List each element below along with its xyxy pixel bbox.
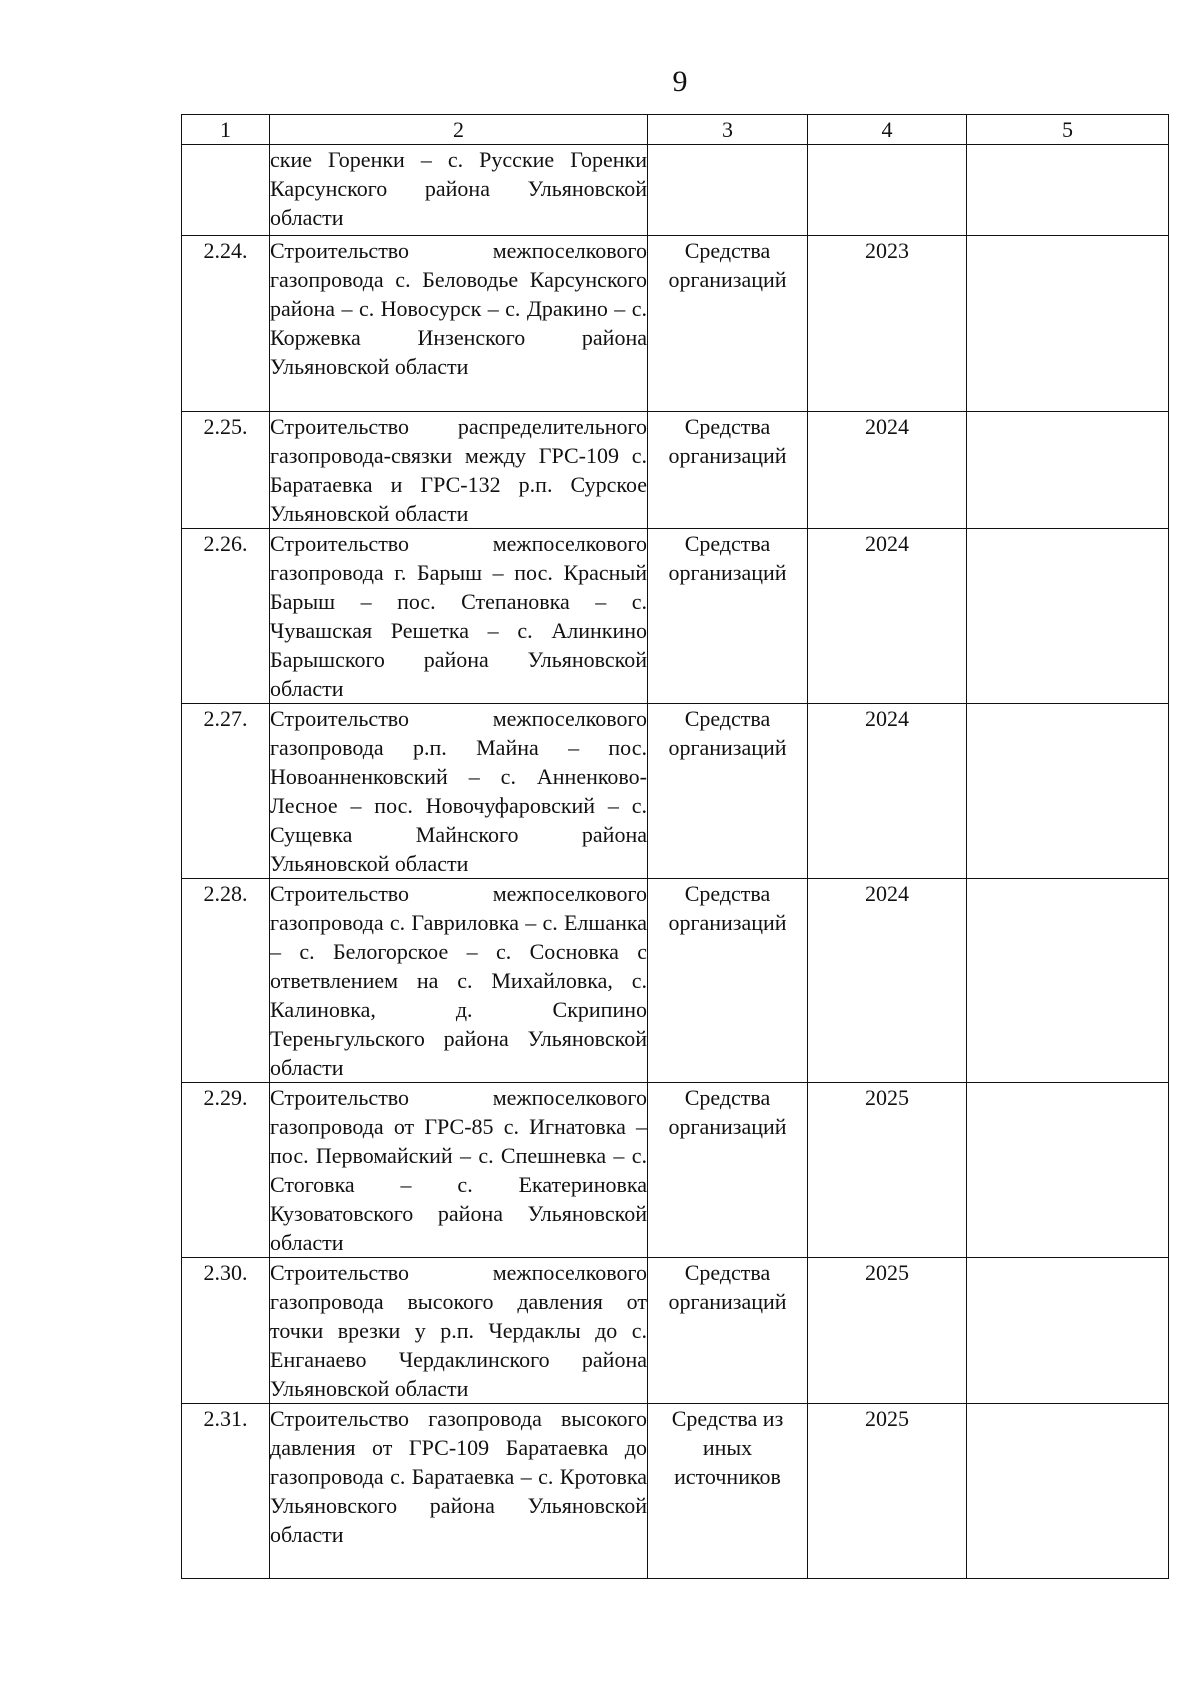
table-row [182, 1083, 1169, 1258]
row-note [967, 1404, 1169, 1579]
row-funding-source: Средства из иных источников [648, 1404, 808, 1579]
table-row [182, 704, 1169, 879]
row-year: 2025 [808, 1258, 967, 1404]
row-description: Строительство межпоселкового газопровода от ГРС-85 с. Игнатовка – пос. Первомайский – с. Спешневка – с. Стоговка – с. Екатериновка Кузоватовского района Ульяновской области [270, 1083, 648, 1258]
row-note [967, 1083, 1169, 1258]
table-row [182, 1404, 1169, 1579]
row-number: 2.31. [182, 1404, 270, 1579]
row-number: 2.29. [182, 1083, 270, 1258]
row-number: 2.26. [182, 529, 270, 704]
row-description: Строительство межпоселкового газопровода г. Барыш – пос. Красный Барыш – пос. Степановка – с. Чувашская Решетка – с. Алинкино Барышского района Ульяновской области [270, 529, 648, 704]
row-description: Строительство межпоселкового газопровода р.п. Майна – пос. Новоанненковский – с. Анненково-Лесное – пос. Новочуфаровский – с. Сущевка Майнского района Ульяновской области [270, 704, 648, 879]
header-col-4: 4 [808, 115, 967, 145]
row-note [967, 704, 1169, 879]
row-number [182, 145, 270, 236]
table-row [182, 1258, 1169, 1404]
row-number: 2.25. [182, 412, 270, 529]
table-row [182, 879, 1169, 1083]
page-number: 9 [672, 65, 688, 98]
row-description: Строительство межпоселкового газопровода высокого давления от точки врезки у р.п. Чердаклы до с. Енганаево Чердаклинского района Ульяновской области [270, 1258, 648, 1404]
row-description: Строительство газопровода высокого давления от ГРС-109 Баратаевка до газопровода с. Баратаевка – с. Кротовка Ульяновского района Ульяновской области [270, 1404, 648, 1579]
program-table [181, 114, 1169, 1579]
row-number: 2.27. [182, 704, 270, 879]
row-number: 2.30. [182, 1258, 270, 1404]
row-funding-source: Средства организаций [648, 529, 808, 704]
row-description: Строительство распределительного газопровода-связки между ГРС-109 с. Баратаевка и ГРС-132 р.п. Сурское Ульяновской области [270, 412, 648, 529]
row-note [967, 1258, 1169, 1404]
row-funding-source: Средства организаций [648, 1083, 808, 1258]
row-year: 2024 [808, 704, 967, 879]
row-year: 2024 [808, 412, 967, 529]
row-funding-source: Средства организаций [648, 879, 808, 1083]
table-row [182, 145, 1169, 236]
header-col-3: 3 [648, 115, 808, 145]
table-row [182, 236, 1169, 412]
row-funding-source [648, 145, 808, 236]
row-note [967, 145, 1169, 236]
row-year: 2024 [808, 529, 967, 704]
row-note [967, 412, 1169, 529]
row-note [967, 529, 1169, 704]
row-year [808, 145, 967, 236]
table-row [182, 412, 1169, 529]
row-note [967, 879, 1169, 1083]
row-description: ские Горенки – с. Русские Горенки Карсунского района Ульяновской области [270, 145, 648, 236]
row-funding-source: Средства организаций [648, 412, 808, 529]
row-note [967, 236, 1169, 412]
row-year: 2024 [808, 879, 967, 1083]
row-year: 2025 [808, 1083, 967, 1258]
row-year: 2023 [808, 236, 967, 412]
table-row [182, 529, 1169, 704]
table-header-row [182, 115, 1169, 145]
row-description: Строительство межпоселкового газопровода с. Беловодье Карсунского района – с. Новосурск – с. Дракино – с. Коржевка Инзенского района Ульяновской области [270, 236, 648, 412]
row-funding-source: Средства организаций [648, 704, 808, 879]
row-funding-source: Средства организаций [648, 1258, 808, 1404]
header-col-1: 1 [182, 115, 270, 145]
row-year: 2025 [808, 1404, 967, 1579]
row-description: Строительство межпоселкового газопровода с. Гавриловка – с. Елшанка – с. Белогорское – с. Сосновка с ответвлением на с. Михайловка, с. Калиновка, д. Скрипино Тереньгульского района Ульяновской области [270, 879, 648, 1083]
row-number: 2.24. [182, 236, 270, 412]
header-col-5: 5 [967, 115, 1169, 145]
row-funding-source: Средства организаций [648, 236, 808, 412]
row-number: 2.28. [182, 879, 270, 1083]
header-col-2: 2 [270, 115, 648, 145]
